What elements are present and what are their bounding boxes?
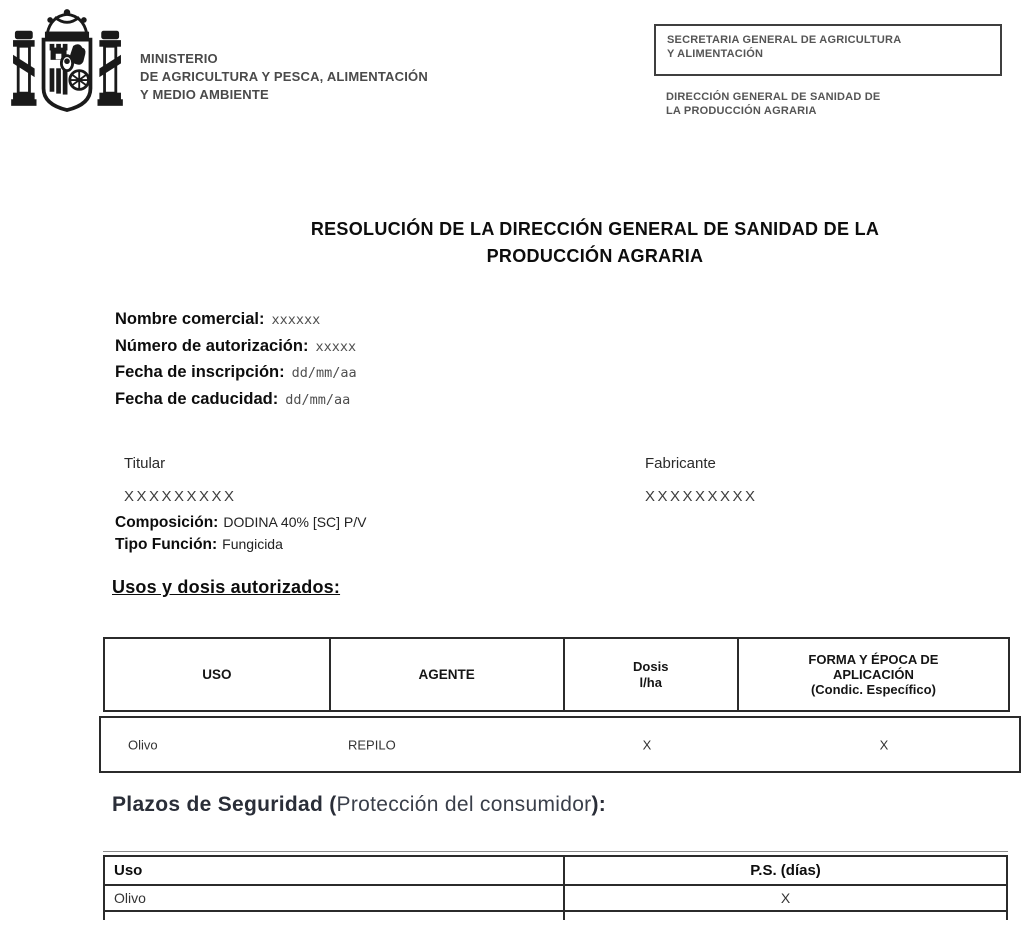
field-nombre-comercial	[115, 307, 357, 334]
tipo-funcion-label: Tipo Función:	[115, 536, 218, 553]
header-text: AGENTE	[418, 666, 475, 682]
ps-table-header-row	[105, 857, 1006, 886]
document-title	[185, 216, 1005, 270]
field-fecha-inscripcion	[115, 360, 357, 387]
field-numero-autorizacion	[115, 334, 357, 361]
field-fecha-caducidad	[115, 387, 357, 414]
tipo-funcion-value: Fungicida	[222, 536, 283, 552]
header-text: Dosis	[633, 658, 669, 674]
titular-value: XXXXXXXXX	[124, 488, 237, 505]
usos-row-agente: REPILO	[348, 737, 396, 752]
field-value: dd/mm/aa	[291, 365, 357, 381]
composicion-label: Composición:	[115, 514, 219, 531]
usos-section-heading: Usos y dosis autorizados:	[112, 577, 341, 597]
ps-row-ps-cell	[565, 886, 1006, 910]
ministry-line-2: DE AGRICULTURA Y PESCA, ALIMENTACIÓN	[140, 69, 428, 84]
composicion-value: DODINA 40% [SC] P/V	[223, 514, 367, 530]
secretaria-line-1: SECRETARIA GENERAL DE AGRICULTURA	[667, 34, 902, 46]
document-title-line-2: PRODUCCIÓN AGRARIA	[486, 246, 704, 266]
plazos-heading-regular: Protección del consumidor	[336, 793, 592, 816]
field-value: xxxxx	[315, 338, 357, 355]
header-text: APLICACIÓN	[832, 667, 914, 682]
document-title-line-1: RESOLUCIÓN DE LA DIRECCIÓN GENERAL DE SANIDAD DE LA	[310, 219, 880, 239]
fabricante-label: Fabricante	[645, 455, 716, 472]
field-label: Número de autorización:	[115, 336, 309, 355]
ministry-line-1: MINISTERIO	[140, 51, 218, 66]
plazos-heading-bold-end: ):	[591, 793, 607, 816]
ps-row-uso-cell	[105, 886, 565, 910]
fabricante-value: XXXXXXXXX	[645, 488, 758, 505]
composicion-line	[115, 514, 367, 532]
ps-table-top-rule	[103, 851, 1008, 852]
ps-header-uso-cell	[105, 857, 565, 884]
tipo-funcion-line	[115, 536, 283, 554]
titular-label: Titular	[124, 455, 166, 472]
field-value: dd/mm/aa	[285, 391, 351, 408]
usos-row-forma: X	[879, 737, 889, 752]
ps-table-row	[105, 886, 1006, 910]
plazos-heading-bold: Plazos de Seguridad (	[112, 793, 337, 816]
field-label: Nombre comercial:	[115, 310, 265, 328]
ps-table-cutoff-border-middle	[563, 908, 565, 920]
usos-table-header	[103, 637, 1010, 712]
usos-table-header-uso	[105, 639, 331, 710]
registration-fields	[115, 307, 357, 413]
secretaria-general-box	[654, 24, 1002, 76]
field-label: Fecha de caducidad:	[115, 389, 279, 408]
secretaria-line-2: Y ALIMENTACIÓN	[667, 48, 764, 60]
ps-header-ps: P.S. (días)	[750, 862, 821, 879]
header-text: USO	[202, 666, 232, 682]
field-value: xxxxxx	[271, 312, 321, 328]
ps-header-uso: Uso	[114, 862, 143, 879]
usos-table-header-dosis	[565, 639, 739, 710]
usos-table-header-forma	[739, 639, 1008, 710]
ps-header-ps-cell	[565, 857, 1006, 884]
usos-row-uso: Olivo	[128, 737, 158, 752]
usos-table-row	[99, 716, 1021, 773]
field-label: Fecha de inscripción:	[115, 363, 285, 381]
ps-table-cutoff-border-left	[103, 908, 105, 920]
ministry-name	[140, 50, 428, 104]
direccion-general-label	[666, 90, 880, 118]
ps-table-cutoff-border-right	[1006, 908, 1008, 920]
plazos-section-heading	[112, 793, 606, 817]
spain-coat-of-arms-logo	[6, 6, 128, 124]
ps-row-uso: Olivo	[114, 890, 146, 906]
ps-row-ps: X	[780, 890, 791, 906]
header-text: (Condic. Específico)	[810, 682, 936, 697]
usos-row-dosis: X	[642, 737, 652, 752]
ps-table	[103, 855, 1008, 912]
header-text: FORMA Y ÉPOCA DE	[808, 652, 939, 667]
direccion-line-2: LA PRODUCCIÓN AGRARIA	[666, 105, 817, 117]
ministry-line-3: Y MEDIO AMBIENTE	[140, 87, 269, 102]
usos-table-header-agente	[331, 639, 565, 710]
header-text: l/ha	[639, 674, 662, 690]
direccion-line-1: DIRECCIÓN GENERAL DE SANIDAD DE	[666, 91, 881, 103]
